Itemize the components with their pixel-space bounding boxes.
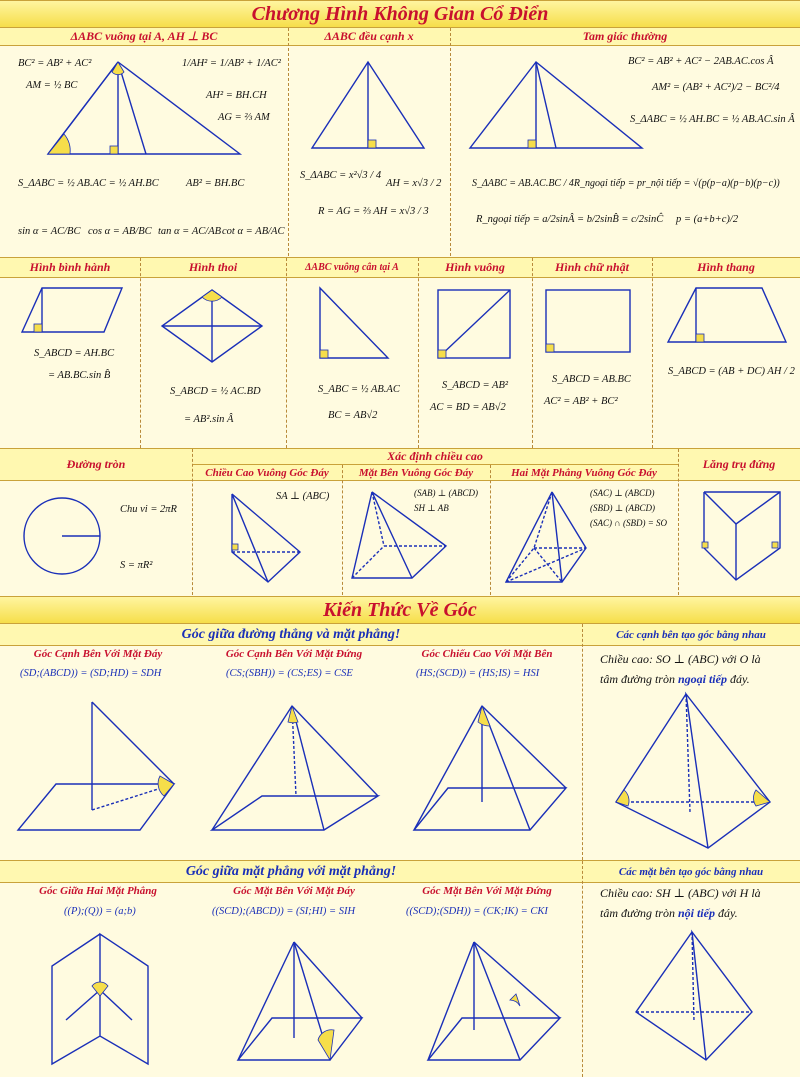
right-isosceles-diagram — [320, 288, 388, 358]
formula: BC² = AB² + AC² − 2AB.AC.cos Â — [628, 56, 774, 67]
header-edge-vertical: Góc Cạnh Bên Với Mặt Đứng — [225, 648, 363, 660]
equal-faces-diagram — [636, 932, 752, 1060]
header-general-triangle: Tam giác thường — [450, 28, 800, 46]
header-two-planes: Góc Giữa Hai Mặt Phẳng — [39, 885, 157, 897]
formula: 1/AH² = 1/AB² + 1/AC² — [182, 58, 281, 69]
formula: AG = ⅔ AM — [218, 112, 270, 123]
header-parallelogram: Hình bình hành — [0, 258, 140, 278]
formula: (SD;(ABCD)) = (SD;HD) = SDH — [20, 668, 162, 679]
prism-diagram — [704, 492, 780, 580]
header-height: Xác định chiều cao — [192, 449, 678, 465]
formula: tan α = AC/AB — [158, 226, 222, 237]
formula: (SAC) ∩ (SBD) = SO — [590, 518, 668, 528]
formula: S_ABCD = (AB + DC) AH / 2 — [668, 366, 795, 377]
header-face-base: Góc Mặt Bên Với Mặt Đáy — [233, 885, 355, 897]
formula: (CS;(SBH)) = (CS;ES) = CSE — [226, 668, 353, 679]
header-equal-faces: Các mặt bên tạo góc bằng nhau — [582, 861, 800, 883]
header-two-planes-perp: Hai Mặt Phẳng Vuông Góc Đáy — [490, 465, 678, 481]
header-rhombus: Hình thoi — [140, 258, 286, 278]
formula: sin α = AC/BC — [18, 226, 81, 237]
header-equilateral: ΔABC đều cạnh x — [288, 28, 450, 46]
formula: BC = AB√2 — [328, 410, 378, 421]
formula: ((SCD);(ABCD)) = (SI;HI) = SIH — [212, 906, 356, 917]
formula: R_ngoại tiếp = a/2sinÂ = b/2sinB̂ = c/2sinĈ — [476, 214, 664, 225]
height-side-angle-diagram — [414, 706, 566, 830]
edge-base-angle-diagram — [18, 702, 174, 830]
equilateral-diagram — [312, 62, 424, 148]
formula: AC = BD = AB√2 — [430, 402, 506, 413]
pyramid-side-diagram — [352, 492, 446, 578]
header-line-plane: Góc giữa đường thẳng và mặt phẳng! — [0, 624, 582, 646]
face-base-angle-diagram — [238, 942, 362, 1060]
formula: S = πR² — [120, 560, 153, 571]
formula: (SBD) ⊥ (ABCD) — [590, 503, 655, 513]
formula: S_ΔABC = x²√3 / 4 — [300, 170, 382, 181]
formula: AC² = AB² + BC² — [544, 396, 618, 407]
formula: (SAB) ⊥ (ABCD) — [414, 488, 478, 498]
trapezoid-diagram — [668, 288, 786, 342]
formula: = AB².sin Â — [184, 414, 234, 425]
formula: ((P);(Q)) = (a;b) — [64, 906, 136, 917]
header-rectangle: Hình chữ nhật — [532, 258, 652, 278]
formula: S_ABC = ½ AB.AC — [318, 384, 400, 395]
header-right-prism: Lăng trụ đứng — [678, 449, 800, 481]
formula: cos α = AB/BC — [88, 226, 152, 237]
header-right-isosceles: ΔABC vuông cân tại A — [286, 258, 418, 278]
note: Chiều cao: SO ⊥ (ABC) với O là — [600, 652, 761, 666]
header-face-vertical: Góc Mặt Bên Với Mặt Đứng — [422, 885, 552, 897]
header-plane-plane: Góc giữa mặt phẳng với mặt phẳng! — [0, 861, 582, 883]
formula: SH ⊥ AB — [414, 503, 449, 513]
rectangle-diagram — [546, 290, 630, 352]
formula: S_ABCD = AB² — [442, 380, 509, 391]
face-vertical-angle-diagram — [428, 942, 560, 1060]
pyramid-height-diagram — [232, 494, 300, 582]
header-circle: Đường tròn — [0, 449, 192, 481]
note: Chiều cao: SH ⊥ (ABC) với H là — [600, 886, 761, 900]
formula: p = (a+b+c)/2 — [676, 214, 739, 225]
general-triangle-diagram — [470, 62, 642, 148]
header-edge-base: Góc Cạnh Bên Với Mặt Đáy — [33, 648, 163, 660]
formula: S_ΔABC = ½ AH.BC = ½ AB.AC.sin Â — [630, 114, 795, 125]
formula: S_ΔABC = ½ AB.AC = ½ AH.BC — [18, 178, 159, 189]
formula: AH = x√3 / 2 — [386, 178, 442, 189]
formula: S_ABCD = AB.BC — [552, 374, 631, 385]
formula: S_ABCD = ½ AC.BD — [170, 386, 261, 397]
header-equal-edges: Các cạnh bên tạo góc bằng nhau — [582, 624, 800, 646]
formula: Chu vi = 2πR — [120, 504, 177, 515]
formula: SA ⊥ (ABC) — [276, 491, 330, 502]
two-planes-angle-diagram — [52, 934, 148, 1064]
square-diagram — [438, 290, 510, 358]
formula: ((SCD);(SDH)) = (CK;IK) = CKI — [406, 906, 548, 917]
section-title: Kiến Thức Về Góc — [323, 598, 477, 621]
formula: AM² = (AB² + AC²)/2 − BC²/4 — [652, 82, 780, 93]
formula: BC² = AB² + AC² — [18, 58, 92, 69]
formula: S_ABCD = AH.BC — [34, 348, 115, 359]
header-trapezoid: Hình thang — [652, 258, 800, 278]
equal-edges-diagram — [616, 694, 770, 848]
circle-diagram — [24, 498, 100, 574]
right-triangle-diagram — [48, 62, 240, 154]
formula: (HS;(SCD)) = (HS;IS) = HSI — [416, 668, 540, 679]
header-right-triangle: ΔABC vuông tại A, AH ⊥ BC — [0, 28, 288, 46]
formula: cot α = AB/AC — [222, 226, 285, 237]
header-height-perp-base: Chiều Cao Vuông Góc Đáy — [192, 465, 342, 481]
note: tâm đường tròn nội tiếp đáy. — [600, 906, 738, 920]
formula: AH² = BH.CH — [206, 90, 267, 101]
edge-vertical-angle-diagram — [212, 706, 378, 830]
formula: S_ΔABC = AB.AC.BC / 4R_ngoại tiếp = pr_nội tiếp = √(p(p−a)(p−b)(p−c)) — [472, 178, 780, 189]
formula: R = AG = ⅔ AH = x√3 / 3 — [318, 206, 429, 217]
formula: AM = ½ BC — [26, 80, 78, 91]
header-square: Hình vuông — [418, 258, 532, 278]
formula: AB² = BH.BC — [186, 178, 245, 189]
note: tâm đường tròn ngoại tiếp đáy. — [600, 672, 750, 686]
header-side-perp-base: Mặt Bên Vuông Góc Đáy — [342, 465, 490, 481]
formula: (SAC) ⊥ (ABCD) — [590, 488, 655, 498]
header-height-side: Góc Chiếu Cao Với Mặt Bên — [421, 648, 553, 660]
pyramid-two-planes-diagram — [506, 492, 586, 582]
page-title: Chương Hình Không Gian Cổ Điển — [251, 2, 549, 25]
formula: = AB.BC.sin B̂ — [48, 370, 111, 381]
